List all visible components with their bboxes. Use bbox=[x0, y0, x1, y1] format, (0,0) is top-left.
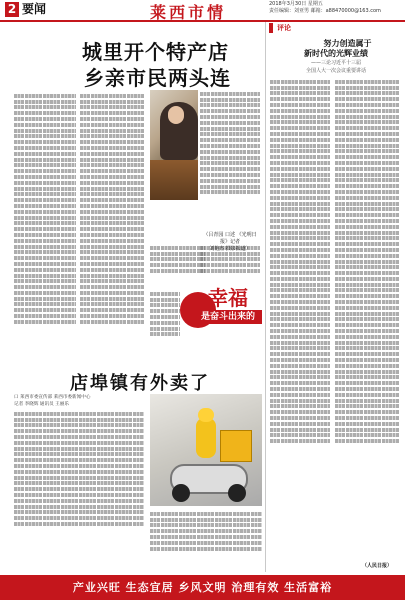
footer-slogan: 产业兴旺 生态宜居 乡风文明 治理有效 生活富裕 bbox=[72, 581, 333, 594]
commentary-title-line1: 努力创造属于 bbox=[323, 38, 372, 48]
banner-big-word: 幸福 bbox=[208, 286, 248, 310]
masthead-meta bbox=[269, 1, 397, 15]
lead-body-col1 bbox=[14, 92, 76, 360]
lead-body-col2 bbox=[80, 92, 144, 360]
commentary-tag: 评论 bbox=[269, 23, 393, 33]
slogan-banner bbox=[180, 282, 262, 348]
banner-bar-text: 是奋斗出来的 bbox=[194, 310, 262, 324]
second-headline: 店埠镇有外卖了 bbox=[70, 373, 210, 394]
lead-photo-caption: （吕青园 口述 《光明日报》记者 刘艳杰 摄影报道） bbox=[203, 232, 257, 252]
column-divider bbox=[265, 22, 266, 572]
commentary-subtitle-line2: 全国人大一次会议重要讲话 bbox=[305, 68, 366, 74]
page-number: 2 bbox=[5, 2, 19, 17]
second-byline: 口 莱西市委宣传部 莱西市委新闻中心 记者 李晓辉 通讯员 王丽乐 bbox=[14, 395, 91, 407]
paper-title: 莱西市情 bbox=[150, 3, 227, 22]
date-line: 2018年3月30日 星期五 bbox=[269, 1, 323, 7]
editor-line: 责任编辑：刘亚男 邮箱：a88470000@163.com bbox=[269, 8, 381, 14]
lead-photo bbox=[150, 90, 198, 200]
lead-body-col5 bbox=[200, 90, 260, 230]
commentary-subtitle-line1: ——三论习近平十三届 bbox=[310, 60, 361, 66]
commentary-title-line2: 新时代的光辉业绩 bbox=[304, 48, 368, 58]
commentary-body-col2 bbox=[335, 78, 400, 558]
commentary-body-col1 bbox=[270, 78, 330, 558]
footer-slogan-bar bbox=[0, 575, 405, 600]
masthead bbox=[0, 0, 405, 22]
second-body-col1 bbox=[14, 410, 144, 570]
second-body-col2 bbox=[150, 510, 262, 570]
section-name: 要闻 bbox=[22, 2, 47, 16]
lead-headline-line1: 城里开个特产店 bbox=[82, 40, 229, 64]
lead-headline-line2: 乡亲市民两头连 bbox=[84, 66, 231, 90]
delivery-photo bbox=[150, 394, 262, 506]
commentary-source: （人民日报） bbox=[362, 563, 393, 569]
lead-body-col6 bbox=[150, 290, 180, 356]
